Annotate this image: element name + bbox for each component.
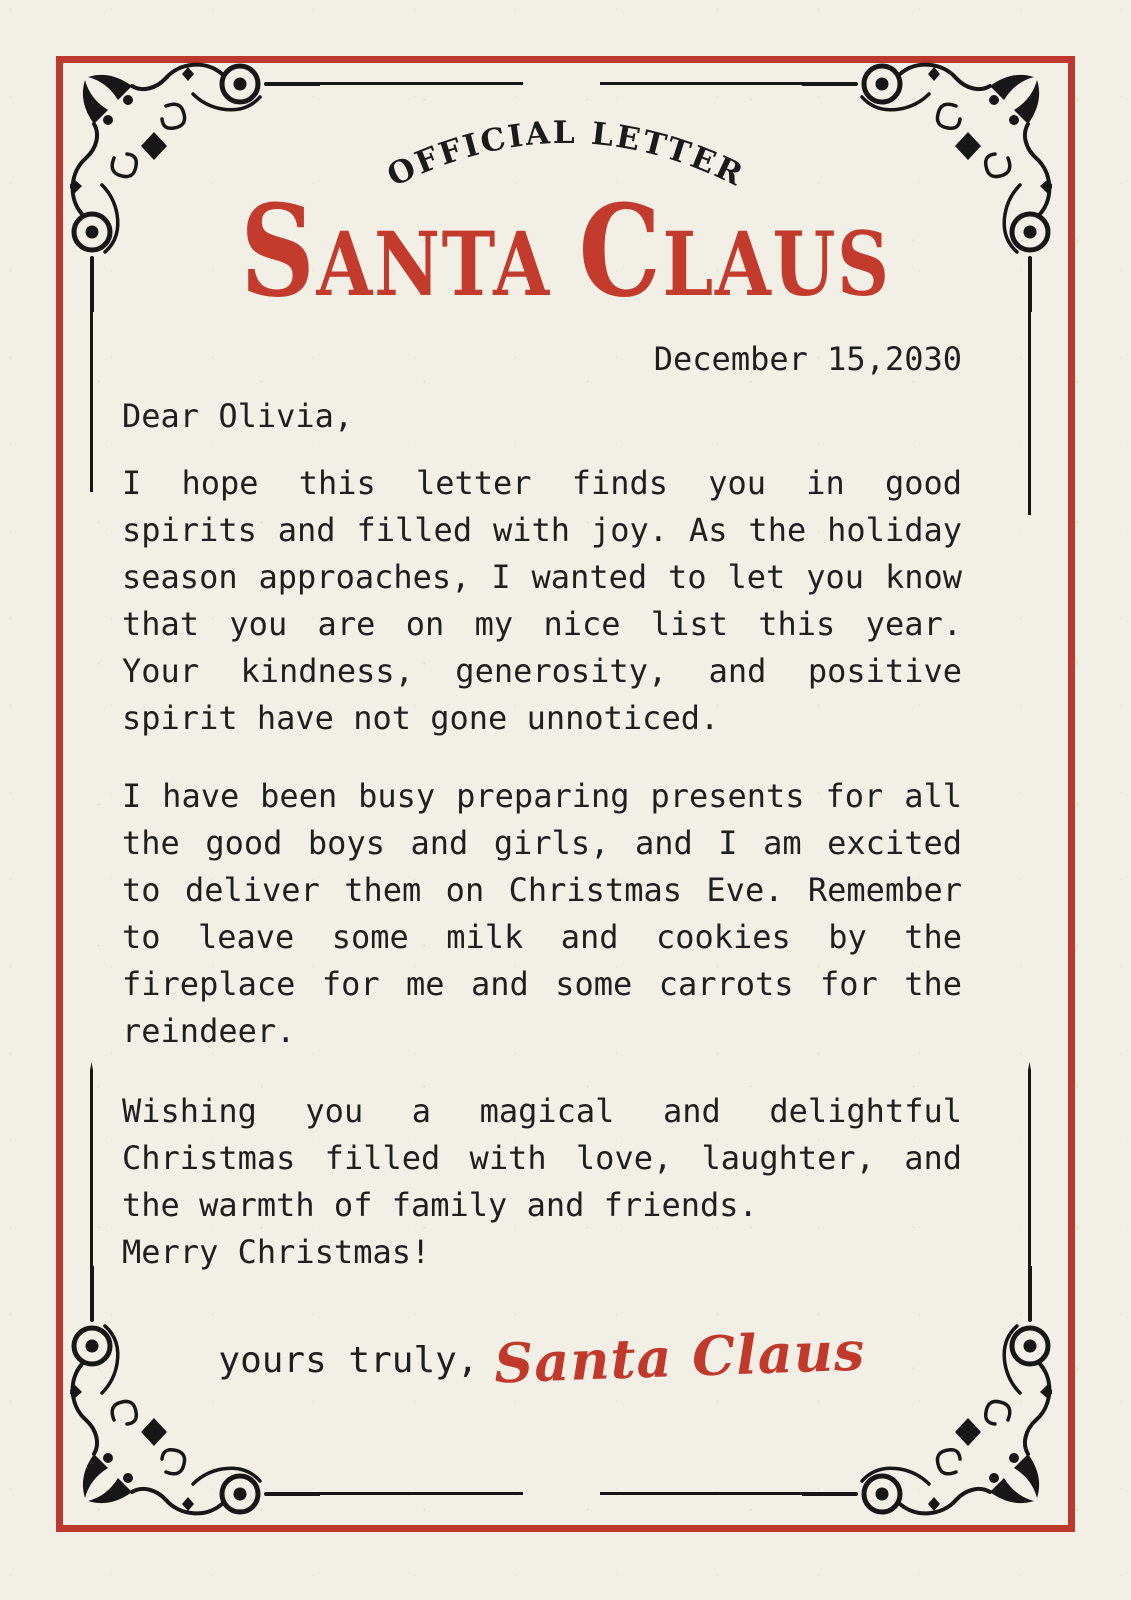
paragraph: Wishing you a magical and delightful Christmas filled with love, laughter, and the warmth of family and friends. xyxy=(122,1092,962,1224)
kicker-text: OFFICIAL LETTER xyxy=(381,114,750,195)
date-text: December 15,2030 xyxy=(653,340,962,378)
title-word: SANTA xyxy=(240,177,551,325)
letter-body xyxy=(122,336,962,1396)
page-title xyxy=(102,177,1029,325)
inner-frame-left-lower-line xyxy=(89,1062,94,1268)
title-word: CLAUS xyxy=(578,177,891,325)
inner-frame-right-lower-line xyxy=(1027,1062,1032,1268)
inner-frame-bottom-left-line xyxy=(318,1492,523,1495)
svg-text:OFFICIAL LETTER xyxy=(381,115,749,194)
closing-text: yours truly, xyxy=(218,1340,479,1381)
inner-frame-left-upper-line xyxy=(90,310,93,492)
inner-frame-right-upper-line xyxy=(1028,310,1031,515)
paragraph: I hope this letter finds you in good spirits and filled with joy. As the holiday season approaches, I wanted to let you know that you are on my nice list this year. Your kindness, generosity, and positive spirit have not gone unnoticed. xyxy=(122,464,962,737)
inner-frame-top-left-line xyxy=(318,82,523,85)
closing-row xyxy=(122,1318,962,1396)
inner-frame-top-right-line xyxy=(600,82,804,85)
inner-frame-bottom-right-line xyxy=(600,1492,804,1495)
merry-christmas-line: Merry Christmas! xyxy=(122,1233,431,1271)
kicker-arc xyxy=(376,92,756,197)
signature-text: Santa Claus xyxy=(493,1318,867,1396)
paragraph: I have been busy preparing presents for all the good boys and girls, and I am excited to deliver them on Christmas Eve. Remember to leave some milk and cookies by the fireplace for me and some carrots for the reindeer. xyxy=(122,777,962,1050)
greeting-text: Dear Olivia, xyxy=(122,397,354,435)
